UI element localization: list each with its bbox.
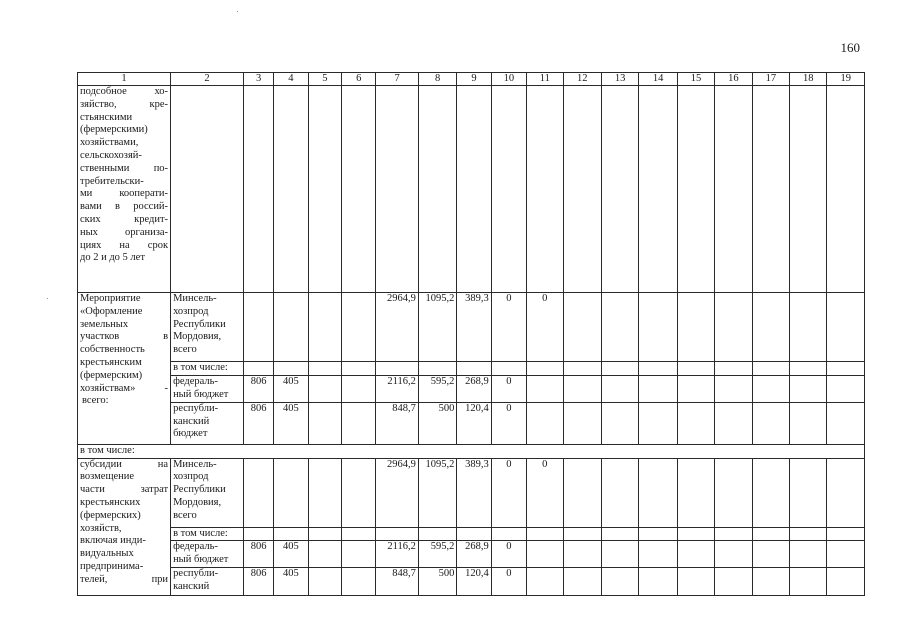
header-cell: 3 — [243, 73, 273, 86]
measure-title: Мероприятие «Оформление земельных участков в собственность крестьянским (фермерским) хозяйствам» - всего: — [78, 293, 171, 445]
value-cell: 120,4 — [457, 402, 491, 444]
program-table — [77, 72, 865, 596]
header-cell: 5 — [308, 73, 341, 86]
value-cell: 806 — [243, 375, 273, 402]
value-cell: 848,7 — [376, 568, 418, 596]
header-cell: 10 — [491, 73, 526, 86]
including-row-label: в том числе: — [78, 444, 865, 458]
header-cell: 2 — [171, 73, 244, 86]
value-cell: 500 — [418, 402, 456, 444]
value-cell: 500 — [418, 568, 456, 596]
subsidy-title: субсидии на возмещение части затрат крестьянских (фермерских) хозяйств, включая инди- видуальных предпринима- телей, при — [78, 458, 171, 596]
value-cell: 0 — [491, 458, 526, 527]
republic-budget-label: республи- канский бюджет — [171, 402, 244, 444]
table-row — [78, 541, 865, 568]
value-cell: 405 — [274, 568, 308, 596]
header-cell: 12 — [563, 73, 601, 86]
scan-speck — [237, 11, 238, 12]
value-cell: 0 — [491, 568, 526, 596]
value-cell: 2116,2 — [376, 375, 418, 402]
value-cell: 389,3 — [457, 293, 491, 362]
federal-budget-label: федераль- ный бюджет — [171, 541, 244, 568]
header-cell: 1 — [78, 73, 171, 86]
value-cell: 1095,2 — [418, 458, 456, 527]
table-row — [78, 402, 865, 444]
value-cell: 2116,2 — [376, 541, 418, 568]
header-cell: 7 — [376, 73, 418, 86]
value-cell: 0 — [491, 375, 526, 402]
table-row — [78, 444, 865, 458]
value-cell: 848,7 — [376, 402, 418, 444]
value-cell: 0 — [491, 541, 526, 568]
scan-speck — [47, 298, 48, 299]
table-row — [78, 362, 865, 376]
value-cell: 389,3 — [457, 458, 491, 527]
header-cell: 9 — [457, 73, 491, 86]
value-cell: 2964,9 — [376, 293, 418, 362]
value-cell: 1095,2 — [418, 293, 456, 362]
header-cell: 13 — [601, 73, 638, 86]
header-row — [78, 73, 865, 86]
value-cell: 806 — [243, 402, 273, 444]
federal-budget-label: федераль- ный бюджет — [171, 375, 244, 402]
table-row — [78, 458, 865, 527]
header-cell: 4 — [274, 73, 308, 86]
header-cell: 16 — [715, 73, 752, 86]
value-cell: 0 — [491, 402, 526, 444]
header-cell: 6 — [342, 73, 376, 86]
table-row — [78, 568, 865, 596]
value-cell: 806 — [243, 568, 273, 596]
value-cell: 268,9 — [457, 541, 491, 568]
value-cell: 2964,9 — [376, 458, 418, 527]
value-cell: 0 — [491, 293, 526, 362]
republic-budget-label: республи- канский — [171, 568, 244, 596]
header-cell: 17 — [752, 73, 789, 86]
including-label: в том числе: — [171, 527, 244, 541]
header-cell: 8 — [418, 73, 456, 86]
value-cell: 120,4 — [457, 568, 491, 596]
value-cell: 405 — [274, 402, 308, 444]
value-cell: 595,2 — [418, 541, 456, 568]
value-cell: 0 — [527, 293, 563, 362]
header-cell: 18 — [790, 73, 827, 86]
page-number: 160 — [840, 40, 860, 55]
value-cell: 405 — [274, 375, 308, 402]
value-cell: 268,9 — [457, 375, 491, 402]
header-cell: 19 — [827, 73, 865, 86]
table-row — [78, 375, 865, 402]
executor-cell: Минсель- хозпрод Республики Мордовия, всего — [171, 458, 244, 527]
including-label: в том числе: — [171, 362, 244, 376]
value-cell: 0 — [527, 458, 563, 527]
value-cell: 806 — [243, 541, 273, 568]
table-row — [78, 293, 865, 362]
header-cell: 14 — [639, 73, 677, 86]
executor-cell: Минсель- хозпрод Республики Мордовия, всего — [171, 293, 244, 362]
table-row — [78, 86, 865, 293]
header-cell: 15 — [677, 73, 714, 86]
header-cell: 11 — [527, 73, 563, 86]
value-cell: 595,2 — [418, 375, 456, 402]
value-cell: 405 — [274, 541, 308, 568]
continuation-text: подсобное хо- зяйство, кре- стьянскими (фермерскими) хозяйствами, сельскохозяй- ственными по- требительски- ми кооперати- вами в россий- ских кредит- ных организа- циях на срок до 2 и до 5 лет — [78, 86, 171, 293]
table-row — [78, 527, 865, 541]
